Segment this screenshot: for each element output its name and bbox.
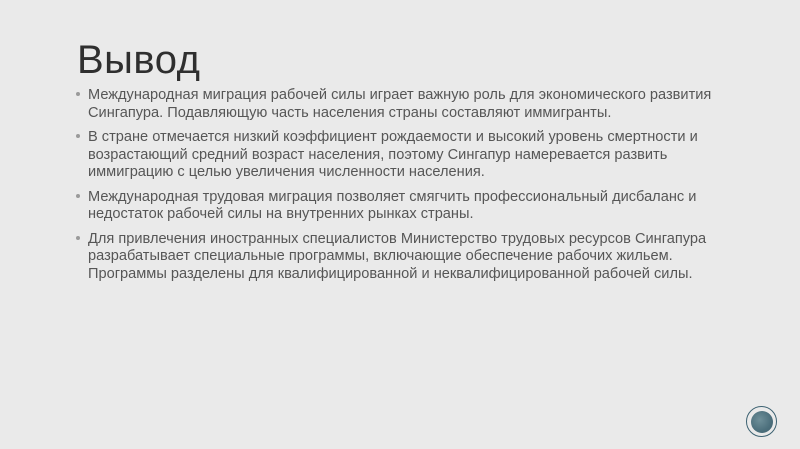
bullet-list <box>76 87 726 283</box>
bullet-marker <box>76 92 80 96</box>
bullet-marker <box>76 134 80 138</box>
bullet-item <box>76 189 726 224</box>
slide-nav-button[interactable] <box>746 406 777 437</box>
bullet-item <box>76 231 726 284</box>
circle-nav-icon <box>751 411 773 433</box>
bullet-text: В стране отмечается низкий коэффициент рождаемости и высокий уровень смертности и возрастающий средний возраст населения, поэтому Сингапур намеревается развить иммиграцию с целью увеличения численности населения. <box>88 129 698 180</box>
bullet-text: Международная миграция рабочей силы играет важную роль для экономического развития Сингапура. Подавляющую часть населения страны составляют иммигранты. <box>88 87 712 121</box>
bullet-text: Для привлечения иностранных специалистов Министерство трудовых ресурсов Сингапура разрабатывает специальные программы, включающие обеспечение рабочих жильем. Программы разделены для квалифицированной и неквалифицированной рабочей силы. <box>88 230 707 282</box>
bullet-item <box>76 129 726 182</box>
bullet-text: Международная трудовая миграция позволяет смягчить профессиональный дисбаланс и недостаток рабочей силы на внутренних рынках страны. <box>88 188 697 222</box>
slide-title: Вывод <box>77 38 201 82</box>
bullet-marker <box>76 194 80 198</box>
bullet-item <box>76 87 726 122</box>
bullet-marker <box>76 236 80 240</box>
